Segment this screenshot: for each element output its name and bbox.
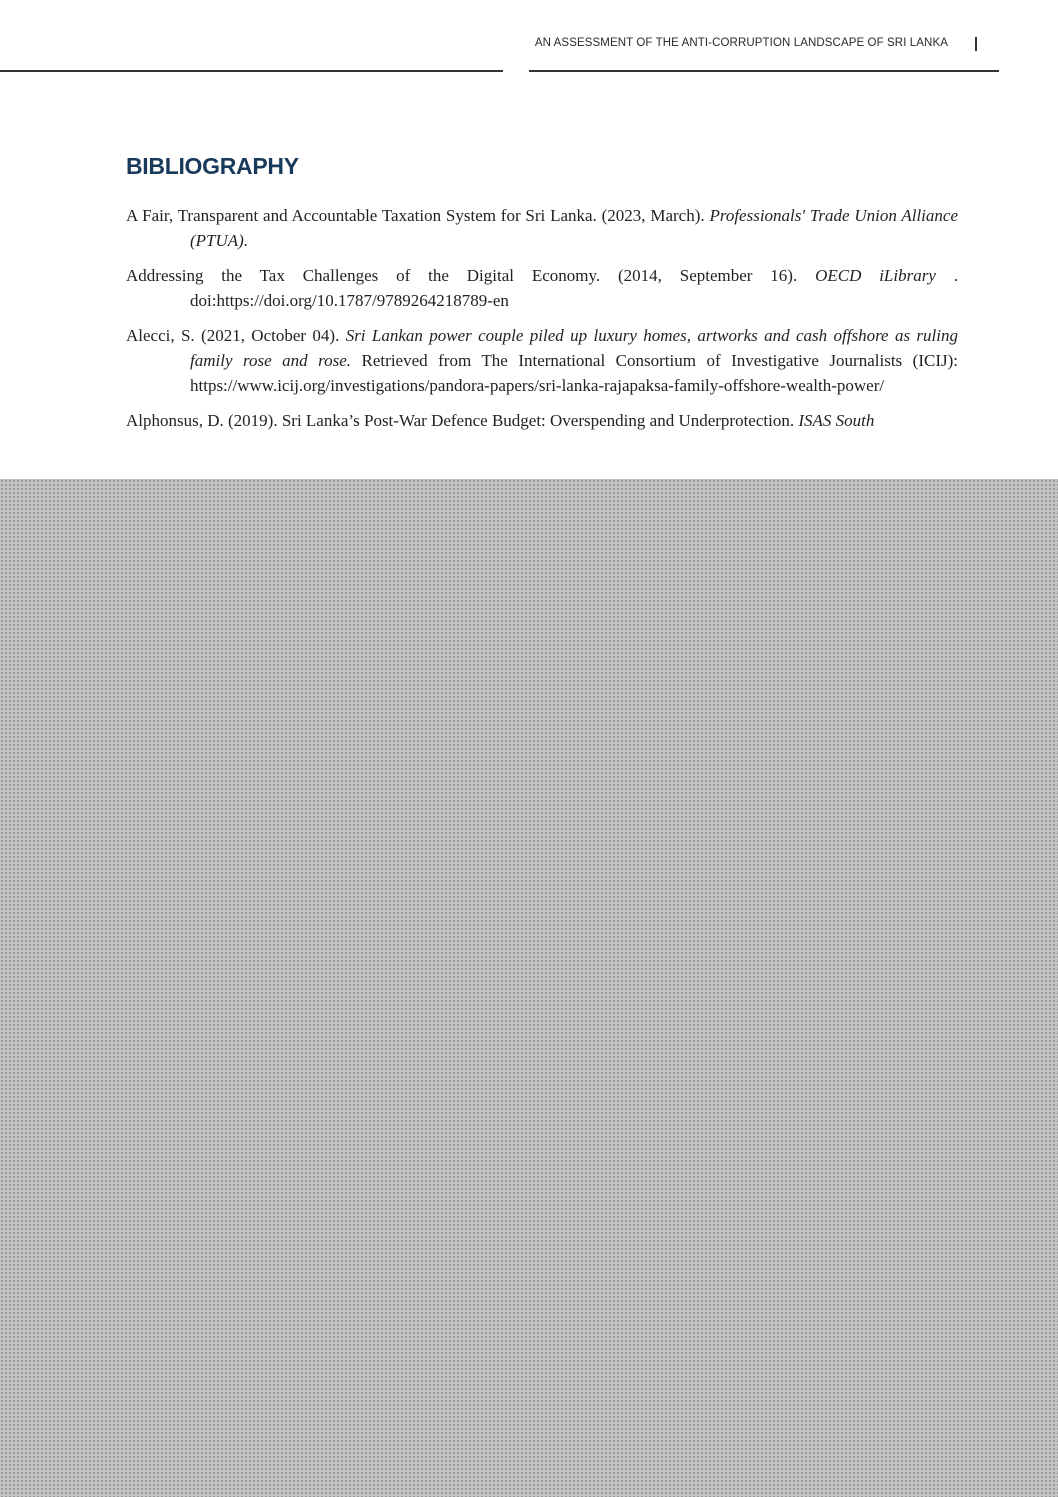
bibliography-entry	[126, 409, 958, 434]
bibliography-list	[126, 204, 958, 445]
entry-source: Professionals' Trade Union Alliance (PTUA).	[190, 206, 958, 250]
entry-text-tail: . doi:https://doi.org/10.1787/9789264218789-en	[190, 266, 958, 310]
header-rule-right	[529, 70, 999, 72]
bibliography-entry	[126, 324, 958, 398]
entry-source: ISAS South	[798, 411, 875, 431]
section-title: BIBLIOGRAPHY	[126, 153, 299, 179]
entry-source: OECD iLibrary	[815, 266, 936, 286]
bibliography-entry	[126, 264, 958, 313]
obscured-region	[0, 479, 1058, 1497]
entry-text-tail: Retrieved from The International Consortium of Investigative Journalists (ICIJ): https://www.icij.org/investigations/pandora-papers/sri-lanka-rajapaksa-family-offshore-wealth-power/	[190, 350, 958, 395]
bibliography-entry	[126, 204, 958, 253]
entry-text: Alphonsus, D. (2019). Sri Lanka’s Post-War Defence Budget: Overspending and Underprotection.	[126, 411, 799, 431]
running-header: AN ASSESSMENT OF THE ANTI-CORRUPTION LANDSCAPE OF SRI LANKA	[534, 37, 948, 49]
header-divider-bar	[975, 37, 977, 51]
entry-text: Alecci, S. (2021, October 04).	[126, 326, 346, 346]
entry-text: Addressing the Tax Challenges of the Digital Economy. (2014, September 16).	[126, 266, 816, 286]
entry-text: A Fair, Transparent and Accountable Taxation System for Sri Lanka. (2023, March).	[126, 206, 710, 225]
header-rule-left	[0, 70, 503, 72]
entry-source: Sri Lankan power couple piled up luxury homes, artworks and cash offshore as ruling family rose and rose.	[190, 326, 958, 370]
